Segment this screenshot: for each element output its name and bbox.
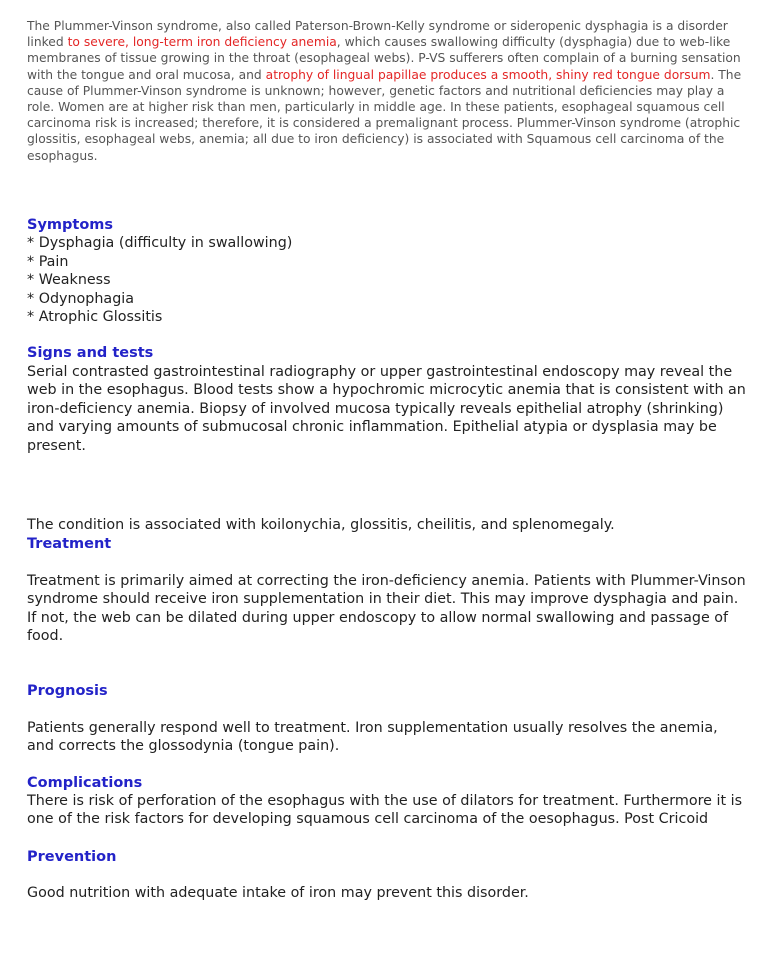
list-item: * Odynophagia <box>27 290 134 307</box>
complications-heading: Complications <box>27 775 143 791</box>
list-item: * Weakness <box>27 272 111 288</box>
association-paragraph: The condition is associated with koilonychia, glossitis, cheilitis, and splenomegaly. <box>27 517 615 533</box>
list-item: * Pain <box>27 253 69 270</box>
intro-text-2: , which causes swallowing difficulty (dysphagia) due to web-like membranes of tissue growing in the throat (esophageal webs). P-VS sufferers often complain of a burning sensation with the tongue and oral mucosa, and <box>27 35 741 82</box>
list-item: * Dysphagia (difficulty in swallowing) <box>27 235 293 251</box>
symptoms-list <box>27 234 292 327</box>
intro-text-1: The Plummer-Vinson syndrome, also called Paterson-Brown-Kelly syndrome or sideropenic dysphagia is a disorder linked <box>27 19 728 50</box>
symptoms-heading: Symptoms <box>27 217 114 233</box>
treatment-heading: Treatment <box>27 536 112 552</box>
intro-paragraph <box>27 18 749 164</box>
prognosis-paragraph: Patients generally respond well to treatment. Iron supplementation usually resolves the anemia, and corrects the glossodynia (tongue pain). <box>27 720 718 755</box>
signs-paragraph: Serial contrasted gastrointestinal radiography or upper gastrointestinal endoscopy may reveal the web in the esophagus. Blood tests show a hypochromic microcytic anemia that is consistent with an iron-deficiency anemia. Biopsy of involved mucosa typically reveals epithelial atrophy (shrinking) and varying amounts of submucosal chronic inflammation. Epithelial atypia or dysplasia may be present. <box>27 364 746 454</box>
prognosis-heading: Prognosis <box>27 683 108 699</box>
prevention-heading: Prevention <box>27 849 117 865</box>
signs-heading: Signs and tests <box>27 345 154 361</box>
intro-text-3: . The cause of Plummer-Vinson syndrome is unknown; however, genetic factors and nutritional deficiencies may play a role. Women are at higher risk than men, particularly in middle age. In these patients, esophageal squamous cell carcinoma risk is increased; therefore, it is considered a premalignant process. Plummer-Vinson syndrome (atrophic glossitis, esophageal webs, anemia; all due to iron deficiency) is associated with Squamous cell carcinoma of the esophagus. <box>27 67 742 163</box>
prevention-paragraph: Good nutrition with adequate intake of iron may prevent this disorder. <box>27 885 529 901</box>
intro-highlight-2: atrophy of lingual papillae produces a smooth, shiny red tongue dorsum <box>265 67 711 82</box>
complications-paragraph: There is risk of perforation of the esophagus with the use of dilators for treatment. Furthermore it is one of the risk factors for developing squamous cell carcinoma of the oesophagus. Post Cricoid <box>27 793 743 828</box>
intro-highlight-1: to severe, long-term iron deficiency anemia <box>67 35 337 50</box>
treatment-paragraph: Treatment is primarily aimed at correcting the iron-deficiency anemia. Patients with Plummer-Vinson syndrome should receive iron supplementation in their diet. This may improve dysphagia and pain. If not, the web can be dilated during upper endoscopy to allow normal swallowing and passage of food. <box>27 573 746 645</box>
list-item: * Atrophic Glossitis <box>27 309 163 325</box>
